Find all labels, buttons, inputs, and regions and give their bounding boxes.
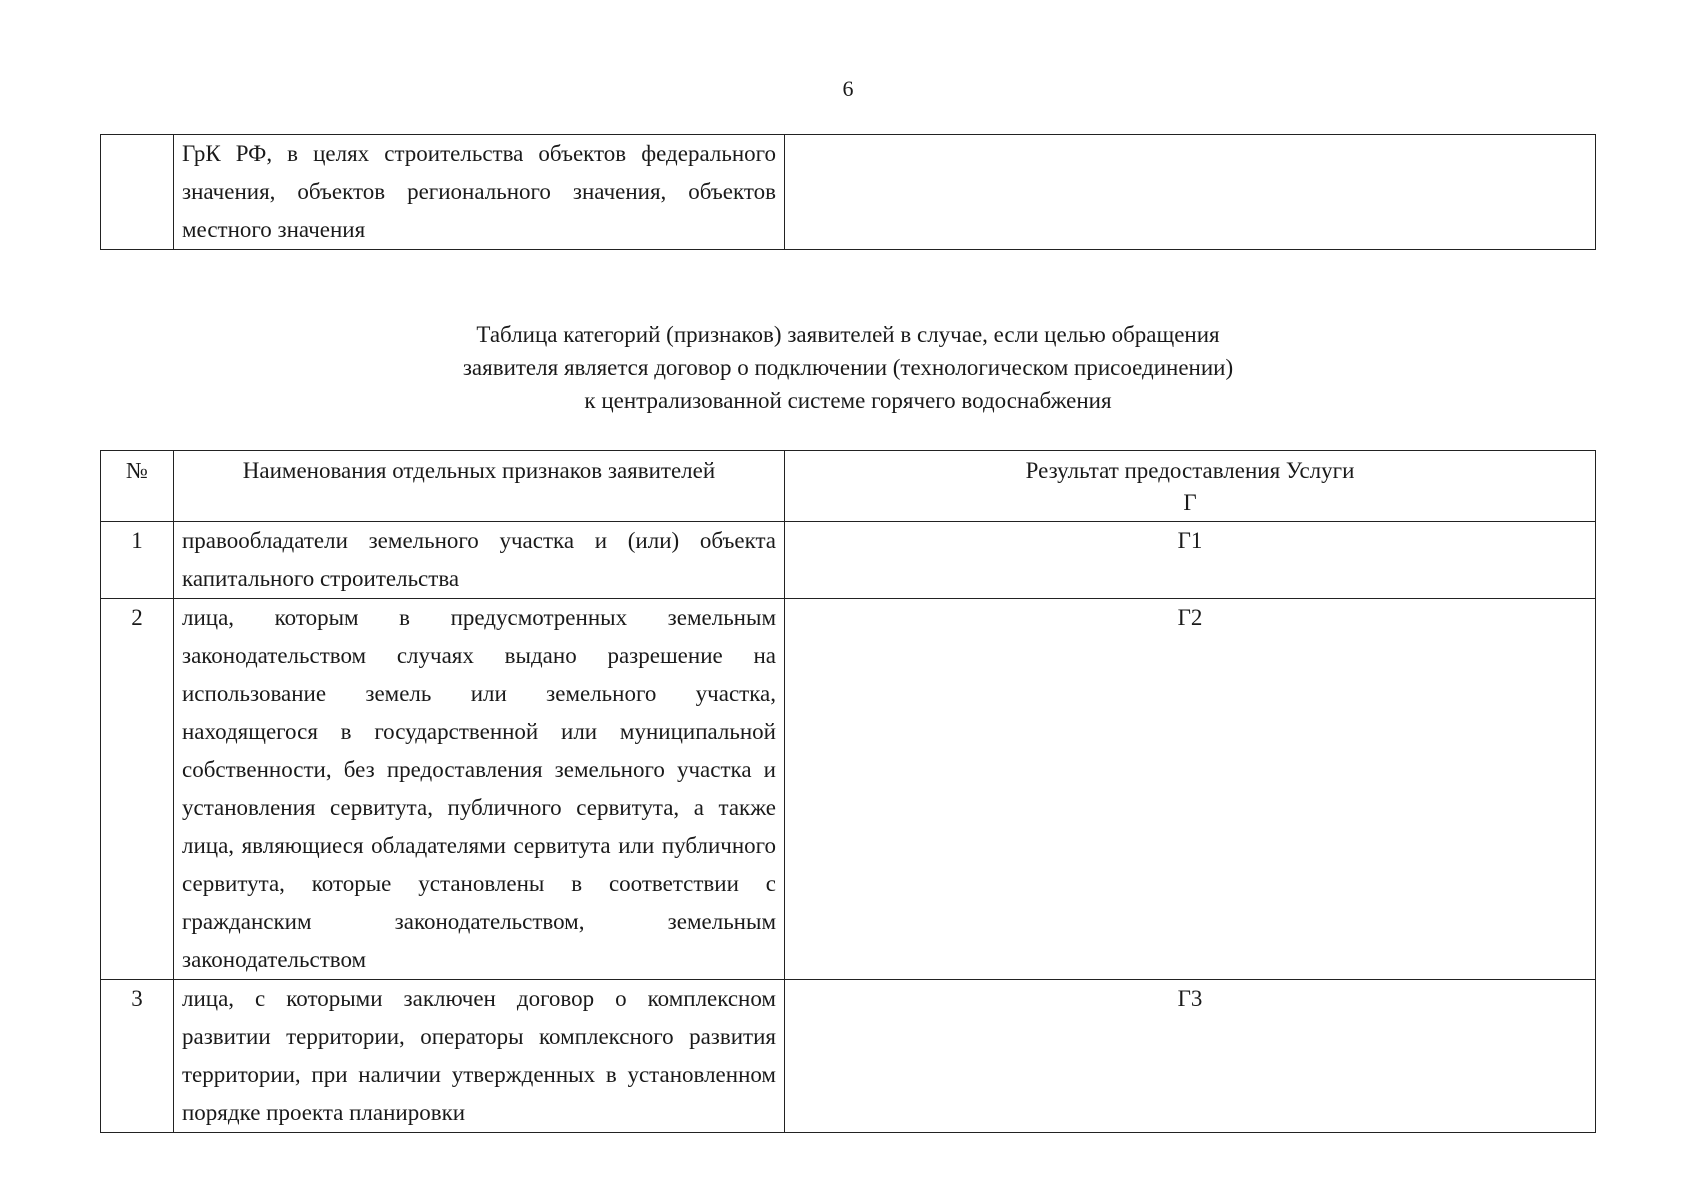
table-row — [101, 135, 1596, 250]
header-result-label: Результат предоставления Услуги — [1025, 458, 1355, 483]
table-row — [101, 599, 1596, 980]
table-title-line: к централизованной системе горячего водоснабжения — [584, 388, 1112, 413]
continuation-table — [100, 134, 1596, 250]
row-result: Г1 — [785, 522, 1596, 599]
header-result — [785, 451, 1596, 522]
table-row — [101, 980, 1596, 1133]
page-number: 6 — [842, 76, 854, 101]
row-text: правообладатели земельного участка и (или) объекта капитального строительства — [174, 522, 785, 599]
header-name: Наименования отдельных признаков заявителей — [174, 451, 785, 522]
row-number: 3 — [101, 980, 174, 1133]
table-row — [101, 522, 1596, 599]
result-cell — [785, 135, 1596, 250]
table-title-line: заявителя является договор о подключении (технологическом присоединении) — [462, 355, 1234, 380]
table-title — [0, 318, 1696, 417]
table-header-row — [101, 451, 1596, 522]
row-result: Г2 — [785, 599, 1596, 980]
header-number: № — [101, 451, 174, 522]
table-title-line: Таблица категорий (признаков) заявителей в случае, если целью обращения — [476, 322, 1220, 347]
row-number: 1 — [101, 522, 174, 599]
number-cell — [101, 135, 174, 250]
row-text: лица, с которыми заключен договор о комплексном развитии территории, операторы комплексного развития территории, при наличии утвержденных в установленном порядке проекта планировки — [174, 980, 785, 1133]
applicant-categories-table — [100, 450, 1596, 1133]
header-result-code: Г — [1183, 490, 1197, 515]
row-number: 2 — [101, 599, 174, 980]
row-text: лица, которым в предусмотренных земельным законодательством случаях выдано разрешение на использование земель или земельного участка, находящегося в государственной или муниципальной собственности, без предоставления земельного участка и установления сервитута, публичного сервитута, а также лица, являющиеся обладателями сервитута или публичного сервитута, которые установлены в соответствии с гражданским законодательством, земельным законодательством — [174, 599, 785, 980]
row-result: Г3 — [785, 980, 1596, 1133]
text-cell: ГрК РФ, в целях строительства объектов федерального значения, объектов регионального значения, объектов местного значения — [174, 135, 785, 250]
